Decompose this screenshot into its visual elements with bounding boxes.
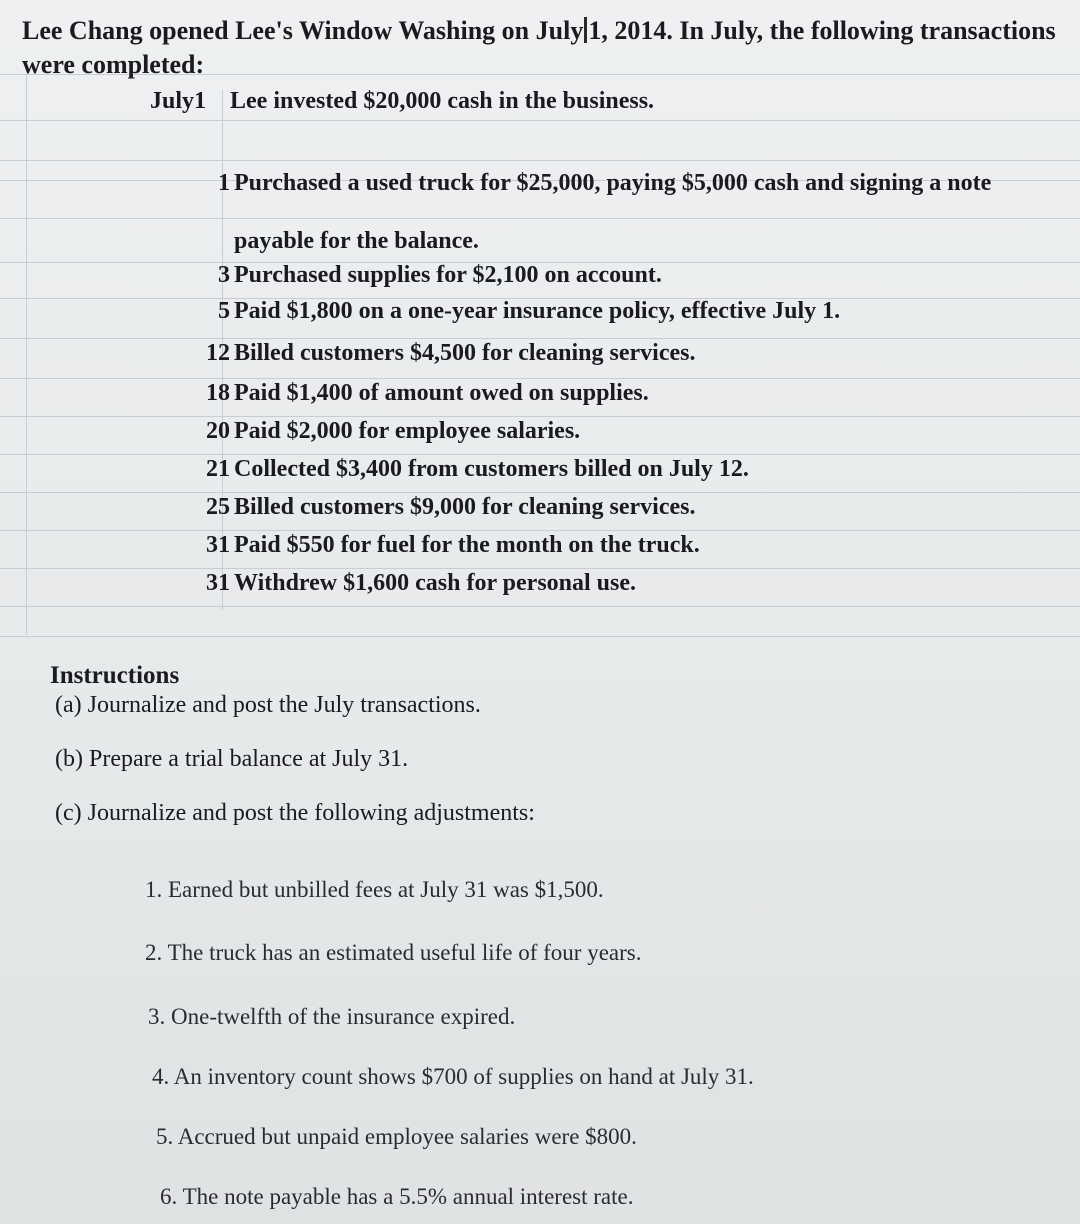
transaction-row [200,570,636,597]
transaction-text: Billed customers $4,500 for cleaning services. [234,340,696,366]
transaction-text: Paid $2,000 for employee salaries. [234,418,581,444]
intro-paragraph [22,14,1072,82]
transaction-row [200,380,649,407]
grid-line [26,75,27,635]
adjustment-item: 1. Earned but unbilled fees at July 31 was $1,500. [145,877,604,902]
transaction-day: 21 [206,456,230,482]
intro-line-1a: Lee Chang opened Lee's Window Washing on July [22,16,584,45]
adjustment-item: 3. One-twelfth of the insurance expired. [148,1004,516,1029]
transaction-day: 20 [206,418,230,444]
transaction-row [200,170,991,197]
transaction-text: Billed customers $9,000 for cleaning services. [234,494,696,520]
grid-line [0,160,1080,161]
transaction-date: July1 [149,88,206,114]
transaction-day: 5 [218,298,230,324]
adjustment-item: 2. The truck has an estimated useful life of four years. [145,940,642,965]
transaction-text: Purchased a used truck for $25,000, paying $5,000 cash and signing a note [234,170,992,196]
instruction-b: (b) Prepare a trial balance at July 31. [55,746,409,772]
transaction-day: 31 [206,570,230,596]
transaction-text: Paid $550 for fuel for the month on the truck. [234,532,700,558]
grid-line [0,606,1080,607]
transaction-row [200,340,695,367]
grid-line [0,218,1080,219]
transaction-day: 12 [206,340,230,366]
intro-line-1 [22,14,1072,48]
transaction-text: Withdrew $1,600 cash for personal use. [234,570,637,596]
transaction-row [200,532,700,559]
transaction-text: payable for the balance. [234,228,479,254]
transaction-text: Lee invested $20,000 cash in the business. [230,88,655,114]
grid-line [0,338,1080,339]
instructions-title: Instructions [50,662,180,689]
transaction-row [200,228,479,255]
grid-line [0,568,1080,569]
grid-line [0,120,1080,121]
transaction-row [200,456,749,483]
transaction-text: Paid $1,400 of amount owed on supplies. [234,380,649,406]
text-cursor [584,17,587,43]
grid-line [0,492,1080,493]
transaction-text: Collected $3,400 from customers billed on July 12. [234,456,749,482]
adjustment-item: 5. Accrued but unpaid employee salaries were $800. [156,1124,637,1149]
intro-line-2: were completed: [22,50,205,79]
adjustment-item: 4. An inventory count shows $700 of supplies on hand at July 31. [152,1064,754,1089]
intro-line-1b: 1, 2014. In July, the following transactions [588,16,1056,45]
transaction-row [200,418,580,445]
transaction-row [200,298,840,325]
instruction-a: (a) Journalize and post the July transactions. [55,692,481,718]
grid-line [0,378,1080,379]
transaction-row [200,494,695,521]
instruction-c: (c) Journalize and post the following adjustments: [55,800,535,826]
transaction-day: 25 [206,494,230,520]
transaction-day: 18 [206,380,230,406]
transaction-day: 31 [206,532,230,558]
adjustment-item: 6. The note payable has a 5.5% annual interest rate. [160,1184,634,1209]
grid-line [0,416,1080,417]
grid-line [0,530,1080,531]
grid-line [0,454,1080,455]
transaction-row [200,262,662,289]
grid-line [0,636,1080,637]
transaction-text: Paid $1,800 on a one-year insurance policy, effective July 1. [234,298,841,324]
transaction-text: Purchased supplies for $2,100 on account. [234,262,662,288]
transaction-day: 1 [218,170,230,196]
transaction-day: 3 [218,262,230,288]
